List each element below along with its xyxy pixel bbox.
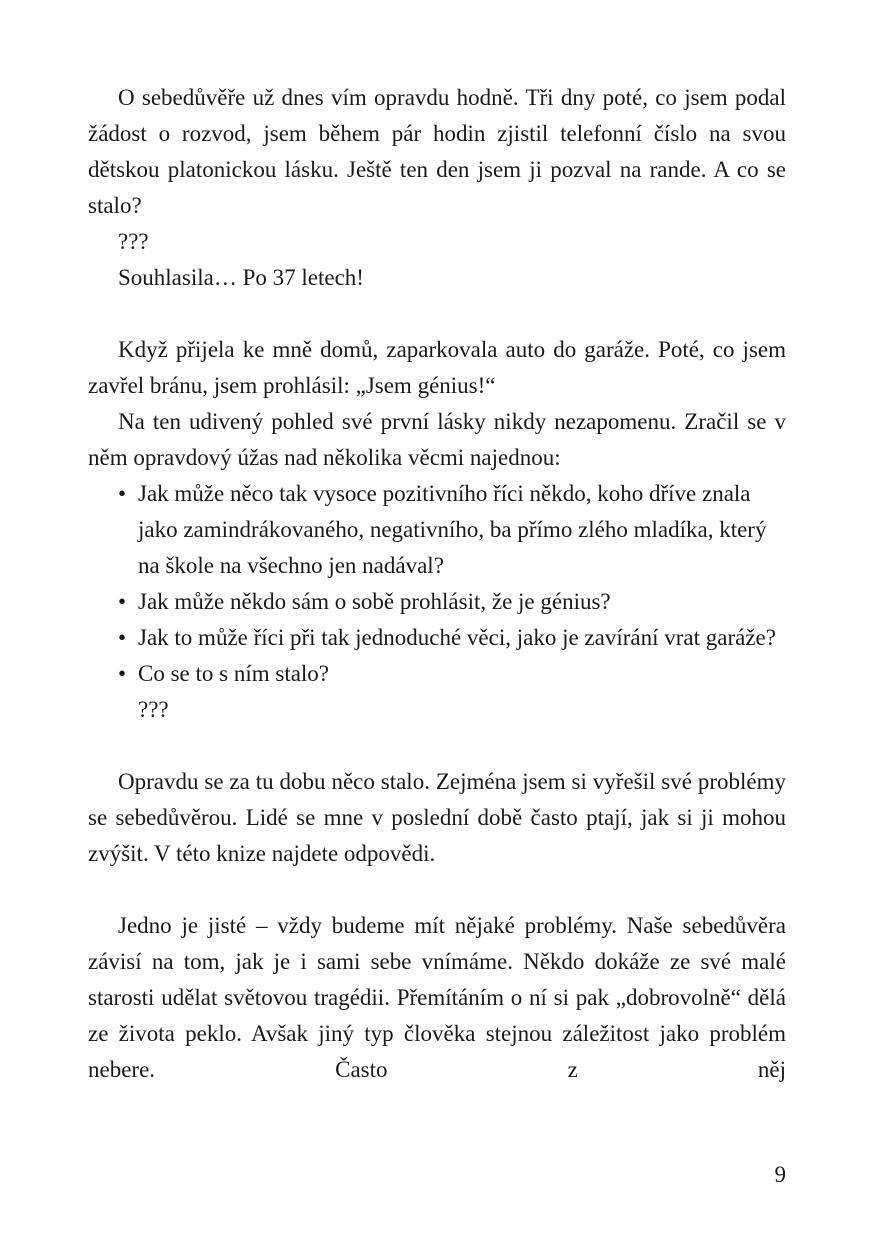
bullet-icon: • (118, 625, 127, 650)
question-marks-2: ??? (138, 697, 169, 722)
list-item-text: Co se to s ním stalo? (138, 661, 330, 686)
page-body (88, 80, 786, 1088)
paragraph-intro: O sebedůvěře už dnes vím opravdu hodně. Tři dny poté, co jsem podal žádost o rozvod, jsem během pár hodin zjistil telefonní číslo na svou dětskou platonickou lásku. Ještě ten den jsem ji pozval na rande. A co se stalo? (88, 85, 786, 218)
list-item-text: Jak to může říci při tak jednoduché věci, jako je zavírání vrat garáže? (138, 625, 776, 650)
bullet-list (88, 476, 786, 692)
list-item (118, 584, 786, 620)
paragraph-first-love: Na ten udivený pohled své první lásky nikdy nezapomenu. Zračil se v něm opravdový úžas nad několika věcmi najednou: (88, 409, 786, 470)
list-item (118, 656, 786, 692)
bullet-icon: • (118, 661, 127, 686)
bullet-icon: • (118, 589, 127, 614)
paragraph-gap (88, 728, 786, 764)
list-item-text: Jak může něco tak vysoce pozitivního říci někdo, koho dříve znala jako zamindrákovaného, negativního, ba přímo zlého mladíka, který na škole na všechno jen nadával? (138, 481, 767, 578)
list-item (118, 476, 786, 584)
page-number: 9 (774, 1162, 786, 1187)
paragraph-problems: Jedno je jisté – vždy budeme mít nějaké problémy. Naše sebedůvěra závisí na tom, jak je i sami sebe vnímáme. Někdo dokáže ze své malé starosti udělat světovou tragédii. Přemítáním o ní si pak „dobrovolně“ dělá ze života peklo. Avšak jiný typ člověka stejnou záležitost jako problém nebere. Často z něj (88, 913, 786, 1082)
bullet-icon: • (118, 481, 127, 506)
paragraph-agreed: Souhlasila… Po 37 letech! (118, 265, 364, 290)
list-item-text: Jak může někdo sám o sobě prohlásit, že je génius? (138, 589, 611, 614)
paragraph-gap (88, 296, 786, 332)
paragraph-confidence: Opravdu se za tu dobu něco stalo. Zejména jsem si vyřešil své problémy se sebedůvěrou. Lidé se mne v poslední době často ptají, jak si ji mohou zvýšit. V této knize najdete odpovědi. (88, 769, 786, 866)
list-item (118, 620, 786, 656)
question-marks-1: ??? (118, 229, 149, 254)
paragraph-gap (88, 872, 786, 908)
paragraph-garage: Když přijela ke mně domů, zaparkovala auto do garáže. Poté, co jsem zavřel bránu, jsem prohlásil: „Jsem génius!“ (88, 337, 786, 398)
